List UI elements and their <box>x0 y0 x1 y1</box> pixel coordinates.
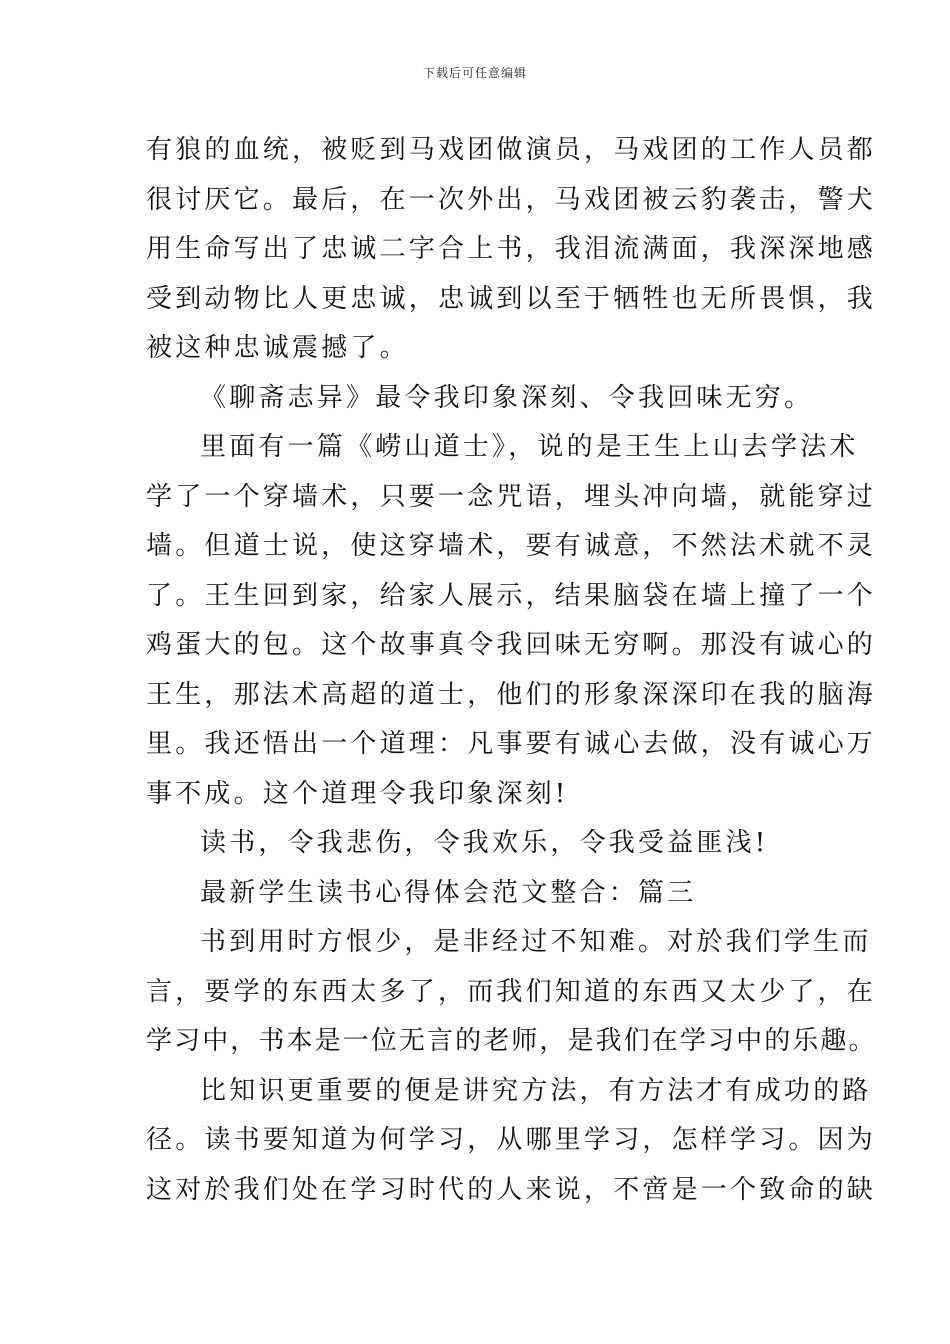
text-line: 最新学生读书心得体会范文整合：篇三 <box>200 877 697 908</box>
paragraph <box>146 1067 877 1216</box>
text-line: 学了一个穿墙术，只要一念咒语，埋头冲向墙，就能穿过 <box>146 481 877 512</box>
text-line: 里。我还悟出一个道理：凡事要有诚心去做，没有诚心万 <box>146 729 877 759</box>
paragraph <box>146 819 806 869</box>
page-header: 下载后可任意编辑 <box>422 66 527 80</box>
text-line: 事不成。这个道理令我印象深刻! <box>146 778 569 809</box>
text-line: 读书，令我悲伤，令我欢乐，令我受益匪浅! <box>200 828 769 858</box>
text-line: 这对於我们处在学习时代的人来说，不啻是一个致命的缺 <box>146 1174 877 1205</box>
text-line: 了。王生回到家，给家人展示，结果脑袋在墙上撞了一个 <box>146 580 877 611</box>
text-line: 《聊斋志异》最令我印象深刻、令我回味无穷。 <box>200 382 814 413</box>
text-line: 径。读书要知道为何学习，从哪里学习，怎样学习。因为 <box>146 1125 877 1155</box>
paragraph <box>146 918 877 1067</box>
text-line: 很讨厌它。最后，在一次外出，马戏团被云豹袭击，警犬 <box>146 184 877 215</box>
text-line: 王生，那法术高超的道士，他们的形象深深印在我的脑海 <box>146 679 877 710</box>
text-line: 有狼的血统，被贬到马戏团做演员，马戏团的工作人员都 <box>146 135 877 165</box>
text-line: 鸡蛋大的包。这个故事真令我回味无穷啊。那没有诚心的 <box>146 630 877 660</box>
text-line: 墙。但道士说，使这穿墙术，要有诚意，不然法术就不灵 <box>146 531 877 561</box>
paragraph <box>146 423 877 819</box>
text-line: 言，要学的东西太多了，而我们知道的东西又太少了，在 <box>146 976 877 1007</box>
document-body <box>146 126 877 1215</box>
text-line: 被这种忠诚震撼了。 <box>146 333 409 363</box>
text-line: 书到用时方恨少，是非经过不知难。对於我们学生而 <box>200 927 872 957</box>
text-line: 学习中，书本是一位无言的老师，是我们在学习中的乐趣。 <box>146 1026 877 1056</box>
text-line: 里面有一篇《崂山道士》，说的是王生上山去学法术 <box>200 432 859 462</box>
text-line: 用生命写出了忠诚二字合上书，我泪流满面，我深深地感 <box>146 234 877 264</box>
text-line: 受到动物比人更忠诚，忠诚到以至于牺牲也无所畏惧，我 <box>146 283 877 314</box>
paragraph <box>146 374 814 424</box>
text-line: 比知识更重要的便是讲究方法，有方法才有成功的路 <box>200 1075 872 1106</box>
section-heading <box>146 869 806 919</box>
paragraph <box>146 126 877 374</box>
